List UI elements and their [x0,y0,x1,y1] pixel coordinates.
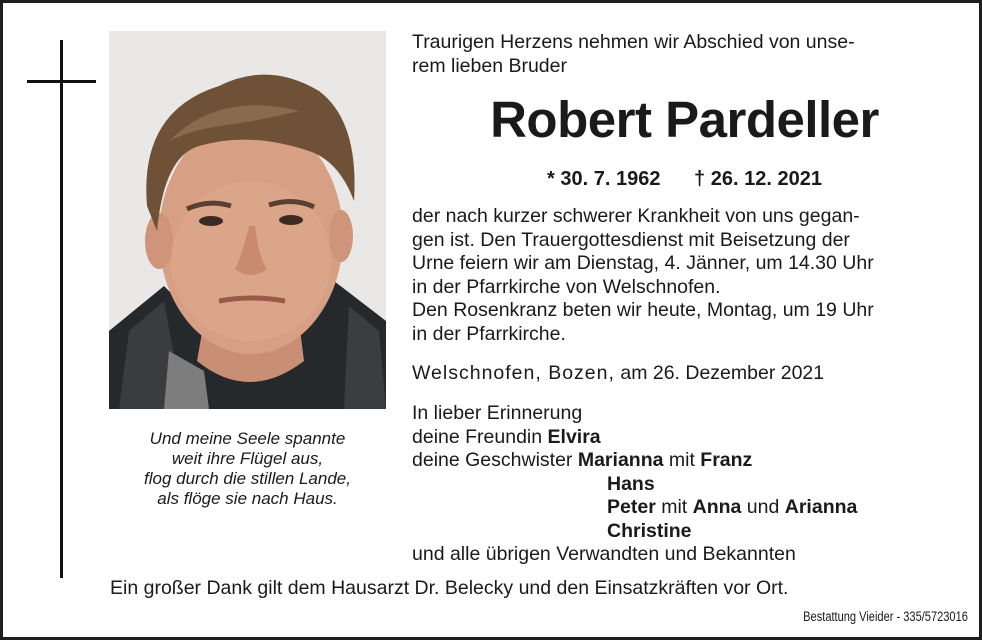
partner-name: Arianna [784,496,858,518]
place: Welschnofen, Bozen, [412,362,615,384]
announcement-body [412,205,874,346]
mourner-sibling-row [412,496,857,520]
poem-line: weit ihre Flügel aus, [171,449,324,468]
mourner-sibling-row [412,473,857,497]
sibling-name: Hans [607,472,655,495]
partner-name: Franz [700,449,753,471]
body-line: in der Pfarrkirche von Welschnofen. [412,275,721,298]
intro-text [412,30,855,78]
sibling-name: Peter [607,496,656,518]
deceased-name: Robert Pardeller [490,91,879,148]
date: am 26. Dezember 2021 [620,362,825,384]
partner-name: Anna [692,496,742,518]
friend-name: Elvira [547,425,601,448]
mourners-others: und alle übrigen Verwandten und Bekannten [412,543,796,565]
mourners-list [412,402,857,567]
sibling-name: Christine [607,519,692,542]
sibling-name: Marianna [577,449,664,471]
mourner-sibling-row [412,520,857,544]
body-line: Urne feiern wir am Dienstag, 4. Jänner, um 14.30 Uhr [412,252,874,274]
friend-prefix: deine Freundin [412,425,543,448]
poem-line: flog durch die stillen Lande, [144,469,351,488]
connector: und [746,496,780,518]
birth-date: * 30. 7. 1962 [547,168,661,190]
cross-vertical-beam [60,40,63,578]
connector: mit [668,449,695,471]
intro-line: rem lieben Bruder [412,55,567,77]
body-line: in der Pfarrkirche. [412,322,566,345]
intro-line: Traurigen Herzens nehmen wir Abschied von unse- [412,31,855,53]
body-line: gen ist. Den Trauergottesdienst mit Beisetzung der [412,228,850,251]
funeral-home-credit: Bestattung Vieider - 335/5723016 [803,609,968,624]
mourner-sibling-row [412,449,857,473]
poem [109,429,386,509]
connector: mit [661,496,688,518]
death-date: † 26. 12. 2021 [694,168,822,190]
body-line: Den Rosenkranz beten wir heute, Montag, um 19 Uhr [412,299,874,321]
poem-line: als flöge sie nach Haus. [157,489,338,508]
mourners-intro: In lieber Erinnerung [412,402,583,424]
mourner-friend-row [412,426,857,450]
thanks-note: Ein großer Dank gilt dem Hausarzt Dr. Belecky und den Einsatzkräften vor Ort. [110,577,789,599]
siblings-prefix: deine Geschwister [412,449,573,471]
body-line: der nach kurzer schwerer Krankheit von uns gegan- [412,205,860,227]
poem-line: Und meine Seele spannte [149,429,346,448]
place-and-date [412,361,824,385]
cross-horizontal-beam [27,80,96,83]
life-dates [412,166,957,192]
portrait-photo [109,31,386,409]
